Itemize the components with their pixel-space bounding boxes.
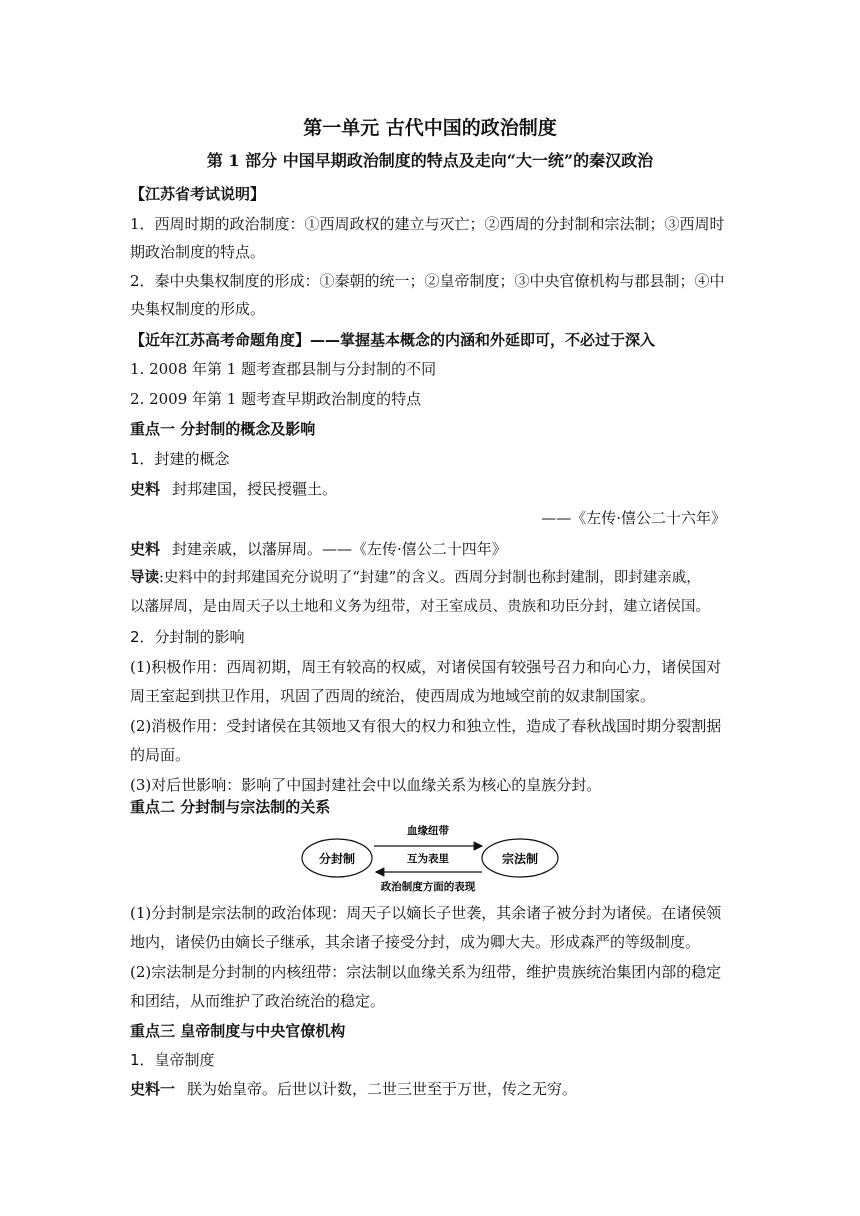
guide-line-2: 以藩屏周，是由周天子以土地和义务为纽带，对王室成员、贵族和功臣分封，建立诸侯国。 — [130, 599, 710, 615]
bottom-arrow-label: 政治制度方面的表现 — [380, 881, 476, 893]
exam-item-2-line-2: 央集权制度的形成。 — [130, 300, 266, 318]
source-1 — [130, 479, 337, 499]
relation-2-line-2: 和团结，从而维护了政治统治的稳定。 — [130, 992, 386, 1010]
exam-item-2-line-1: 2．秦中央集权制度的形成：①秦朝的统一；②皇帝制度；③中央官僚机构与郡县制；④中 — [130, 272, 725, 290]
key-point-1-sub-1: 1．封建的概念 — [130, 450, 230, 468]
top-arrow-label: 血缘纽带 — [407, 825, 449, 837]
relation-1-line-1: (1)分封制是宗法制的政治体现：周天子以嫡长子世袭，其余诸子被分封为诸侯。在诸侯领 — [130, 904, 722, 922]
source-3-label: 史料一 — [130, 1080, 176, 1098]
part-title: 第 1 部分 中国早期政治制度的特点及走向“大一统”的秦汉政治 — [206, 151, 654, 170]
recent-item-1: 1. 2008 年第 1 题考查郡县制与分封制的不同 — [130, 360, 437, 378]
source-3 — [130, 1079, 577, 1099]
recent-heading: 【近年江苏高考命题角度】——掌握基本概念的内涵和外延即可，不必过于深入 — [130, 331, 656, 349]
exam-item-1-line-2: 期政治制度的特点。 — [130, 243, 266, 261]
later-effect-line: (3)对后世影响：影响了中国封建社会中以血缘关系为核心的皇族分封。 — [130, 776, 602, 794]
key-point-2-heading: 重点二 分封制与宗法制的关系 — [130, 798, 331, 816]
guide-text-1: :史料中的封邦建国充分说明了“封建”的含义。西周分封制也称封建制，即封建亲戚， — [159, 570, 701, 586]
positive-effect-line-1: (1)积极作用：西周初期，周王有较高的权威，对诸侯国有较强号召力和向心力，诸侯国对 — [130, 658, 722, 676]
key-point-3-heading: 重点三 皇帝制度与中央官僚机构 — [130, 1022, 346, 1040]
key-point-1-heading: 重点一 分封制的概念及影响 — [130, 420, 316, 438]
source-2-text: 封建亲戚，以藩屏周。——《左传·僖公二十四年》 — [172, 540, 507, 558]
unit-title: 第一单元 古代中国的政治制度 — [303, 117, 557, 139]
recent-item-2: 2. 2009 年第 1 题考查早期政治制度的特点 — [130, 390, 422, 408]
relationship-diagram — [300, 822, 560, 896]
source-3-text: 朕为始皇帝。后世以计数，二世三世至于万世，传之无穷。 — [187, 1080, 578, 1098]
exam-item-1-line-1: 1．西周时期的政治制度：①西周政权的建立与灭亡；②西周的分封制和宗法制；③西周时 — [130, 215, 725, 233]
source-2-label: 史料 — [130, 540, 161, 558]
negative-effect-line-1: (2)消极作用：受封诸侯在其领地又有很大的权力和独立性，造成了春秋战国时期分裂割据 — [130, 717, 722, 735]
key-point-1-sub-2: 2．分封制的影响 — [130, 628, 245, 646]
source-1-label: 史料 — [130, 480, 161, 498]
patriarchal-node-label: 宗法制 — [501, 852, 539, 866]
feudal-node-label: 分封制 — [318, 852, 356, 866]
negative-effect-line-2: 的局面。 — [130, 746, 191, 764]
guide-line-1 — [130, 568, 701, 588]
source-2 — [130, 539, 507, 559]
relation-2-line-1: (2)宗法制是分封制的内核纽带：宗法制以血缘关系为纽带，维护贵族统治集团内部的稳定 — [130, 963, 722, 981]
relation-1-line-2: 地内，诸侯仍由嫡长子继承，其余诸子接受分封，成为卿大夫。形成森严的等级制度。 — [130, 933, 701, 951]
middle-label: 互为表里 — [407, 853, 449, 865]
guide-label: 导读 — [130, 570, 159, 586]
key-point-3-sub-1: 1．皇帝制度 — [130, 1051, 215, 1069]
exam-heading: 【江苏省考试说明】 — [130, 185, 266, 203]
source-1-text: 封邦建国，授民授疆土。 — [172, 480, 338, 498]
positive-effect-line-2: 周王室起到拱卫作用，巩固了西周的统治，使西周成为地域空前的奴隶制国家。 — [130, 687, 656, 705]
source-1-citation: ——《左传·僖公二十六年》 — [541, 509, 726, 527]
